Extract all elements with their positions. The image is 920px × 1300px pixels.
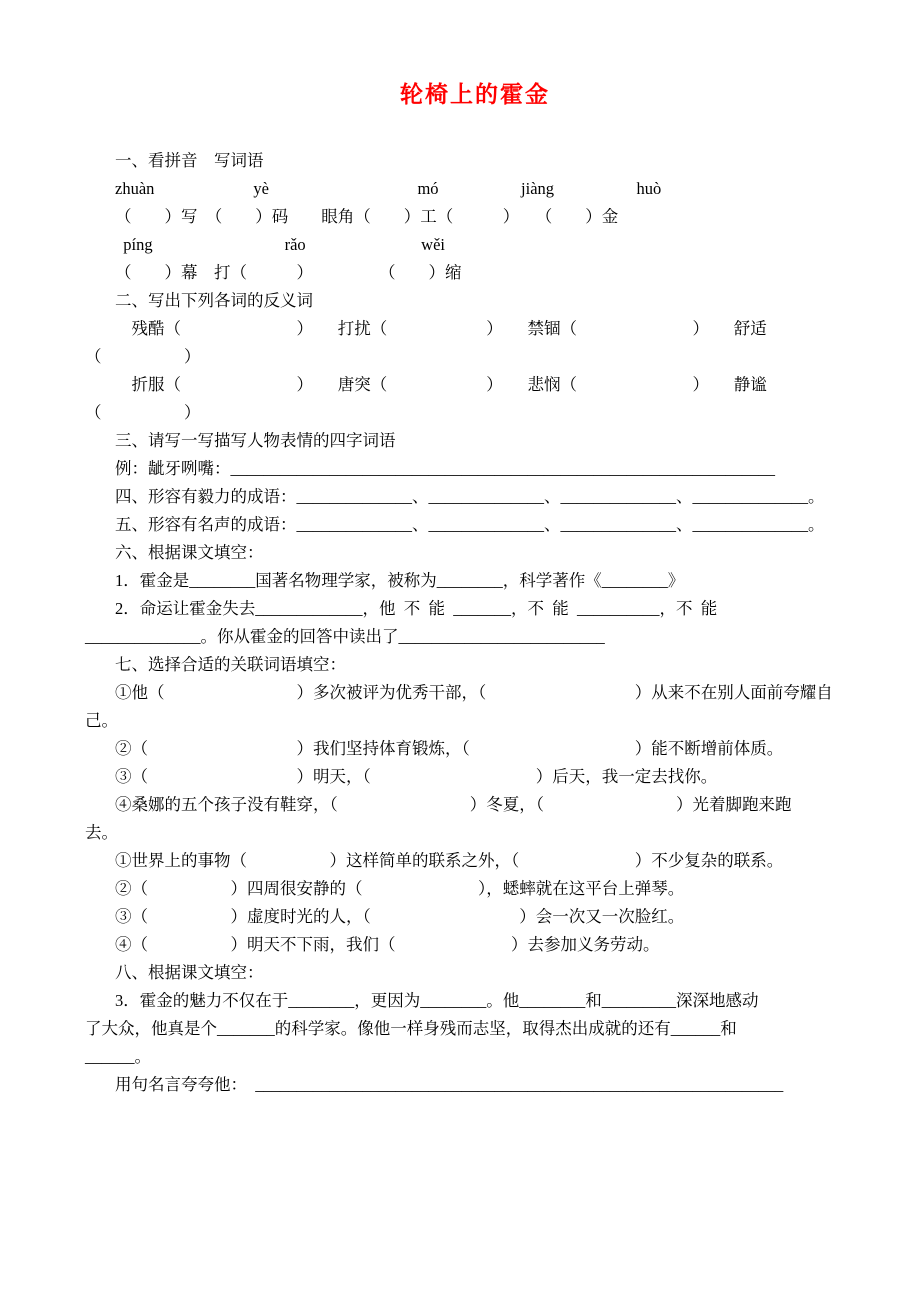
conjunction-item-8: ④（ ）明天不下雨，我们（ ）去参加义务劳动。	[115, 935, 660, 954]
fill-blank-item-2: 2．命运让霍金失去_____________，他 不 能 _______，不 能 __________，不 能	[115, 599, 718, 618]
fill-blank-item-2-wrap: ______________。你从霍金的回答中读出了_________________________	[85, 627, 605, 646]
document-title: 轮椅上的霍金	[400, 82, 550, 107]
fill-blank-item-3-wrap1: 了大众，他真是个_______的科学家。像他一样身残而志坚，取得杰出成就的还有______和	[85, 1019, 737, 1038]
antonym-row-1: 残酷（ ） 打扰（ ） 禁锢（ ） 舒适	[115, 319, 767, 338]
conjunction-item-1-wrap: 己。	[85, 711, 118, 730]
section-2-heading: 二、写出下列各词的反义词	[115, 291, 313, 310]
conjunction-item-3: ③（ ）明天，（ ）后天，我一定去找你。	[115, 767, 718, 786]
fill-blank-item-3-wrap2: ______。	[85, 1047, 151, 1066]
antonym-row-1-wrap: （ ）	[85, 347, 201, 366]
document-body	[85, 147, 865, 1099]
fill-blank-item-3: 3．霍金的魅力不仅在于________，更因为________。他________和_________深深地感动	[115, 991, 759, 1010]
pinyin-blanks-row-2: （ ）幕 打（ ） （ ）缩	[115, 263, 462, 282]
pinyin-blanks-row-1: （ ）写 （ ）码 眼角（ ）工（ ） （ ）金	[115, 207, 619, 226]
fill-blank-item-1: 1．霍金是________国著名物理学家，被称为________，科学著作《________》	[115, 571, 685, 590]
conjunction-item-4-wrap: 去。	[85, 823, 118, 842]
example-blank-line: 例：龇牙咧嘴：__________________________________________________________________	[115, 459, 775, 478]
conjunction-item-6: ②（ ）四周很安静的（ ），蟋蟀就在这平台上弹琴。	[115, 879, 685, 898]
section-7-heading: 七、选择合适的关联词语填空：	[115, 655, 346, 674]
section-6-heading: 六、根据课文填空：	[115, 543, 264, 562]
section-1-heading: 一、看拼音 写词语	[115, 151, 264, 170]
antonym-row-2: 折服（ ） 唐突（ ） 悲悯（ ） 静谧	[115, 375, 767, 394]
section-8-heading: 八、根据课文填空：	[115, 963, 264, 982]
conjunction-item-1: ①他（ ）多次被评为优秀干部，（ ）从来不在别人面前夸耀自	[115, 683, 833, 702]
antonym-row-2-wrap: （ ）	[85, 403, 201, 422]
conjunction-item-5: ①世界上的事物（ ）这样简单的联系之外，（ ）不少复杂的联系。	[115, 851, 784, 870]
section-4-line: 四、形容有毅力的成语：______________、______________、______________、______________。	[115, 487, 825, 506]
praise-quote-line: 用句名言夸夸他： ________________________________________________________________	[115, 1075, 784, 1094]
pinyin-row-1: zhuàn yè mó jiàng huò	[115, 179, 662, 198]
pinyin-row-2: píng rǎo wěi	[115, 235, 445, 254]
conjunction-item-4: ④桑娜的五个孩子没有鞋穿，（ ）冬夏，（ ）光着脚跑来跑	[115, 795, 792, 814]
conjunction-item-2: ②（ ）我们坚持体育锻炼，（ ）能不断增前体质。	[115, 739, 784, 758]
section-3-heading: 三、请写一写描写人物表情的四字词语	[115, 431, 396, 450]
section-5-line: 五、形容有名声的成语：______________、______________、______________、______________。	[115, 515, 825, 534]
conjunction-item-7: ③（ ）虚度时光的人，（ ）会一次又一次脸红。	[115, 907, 685, 926]
